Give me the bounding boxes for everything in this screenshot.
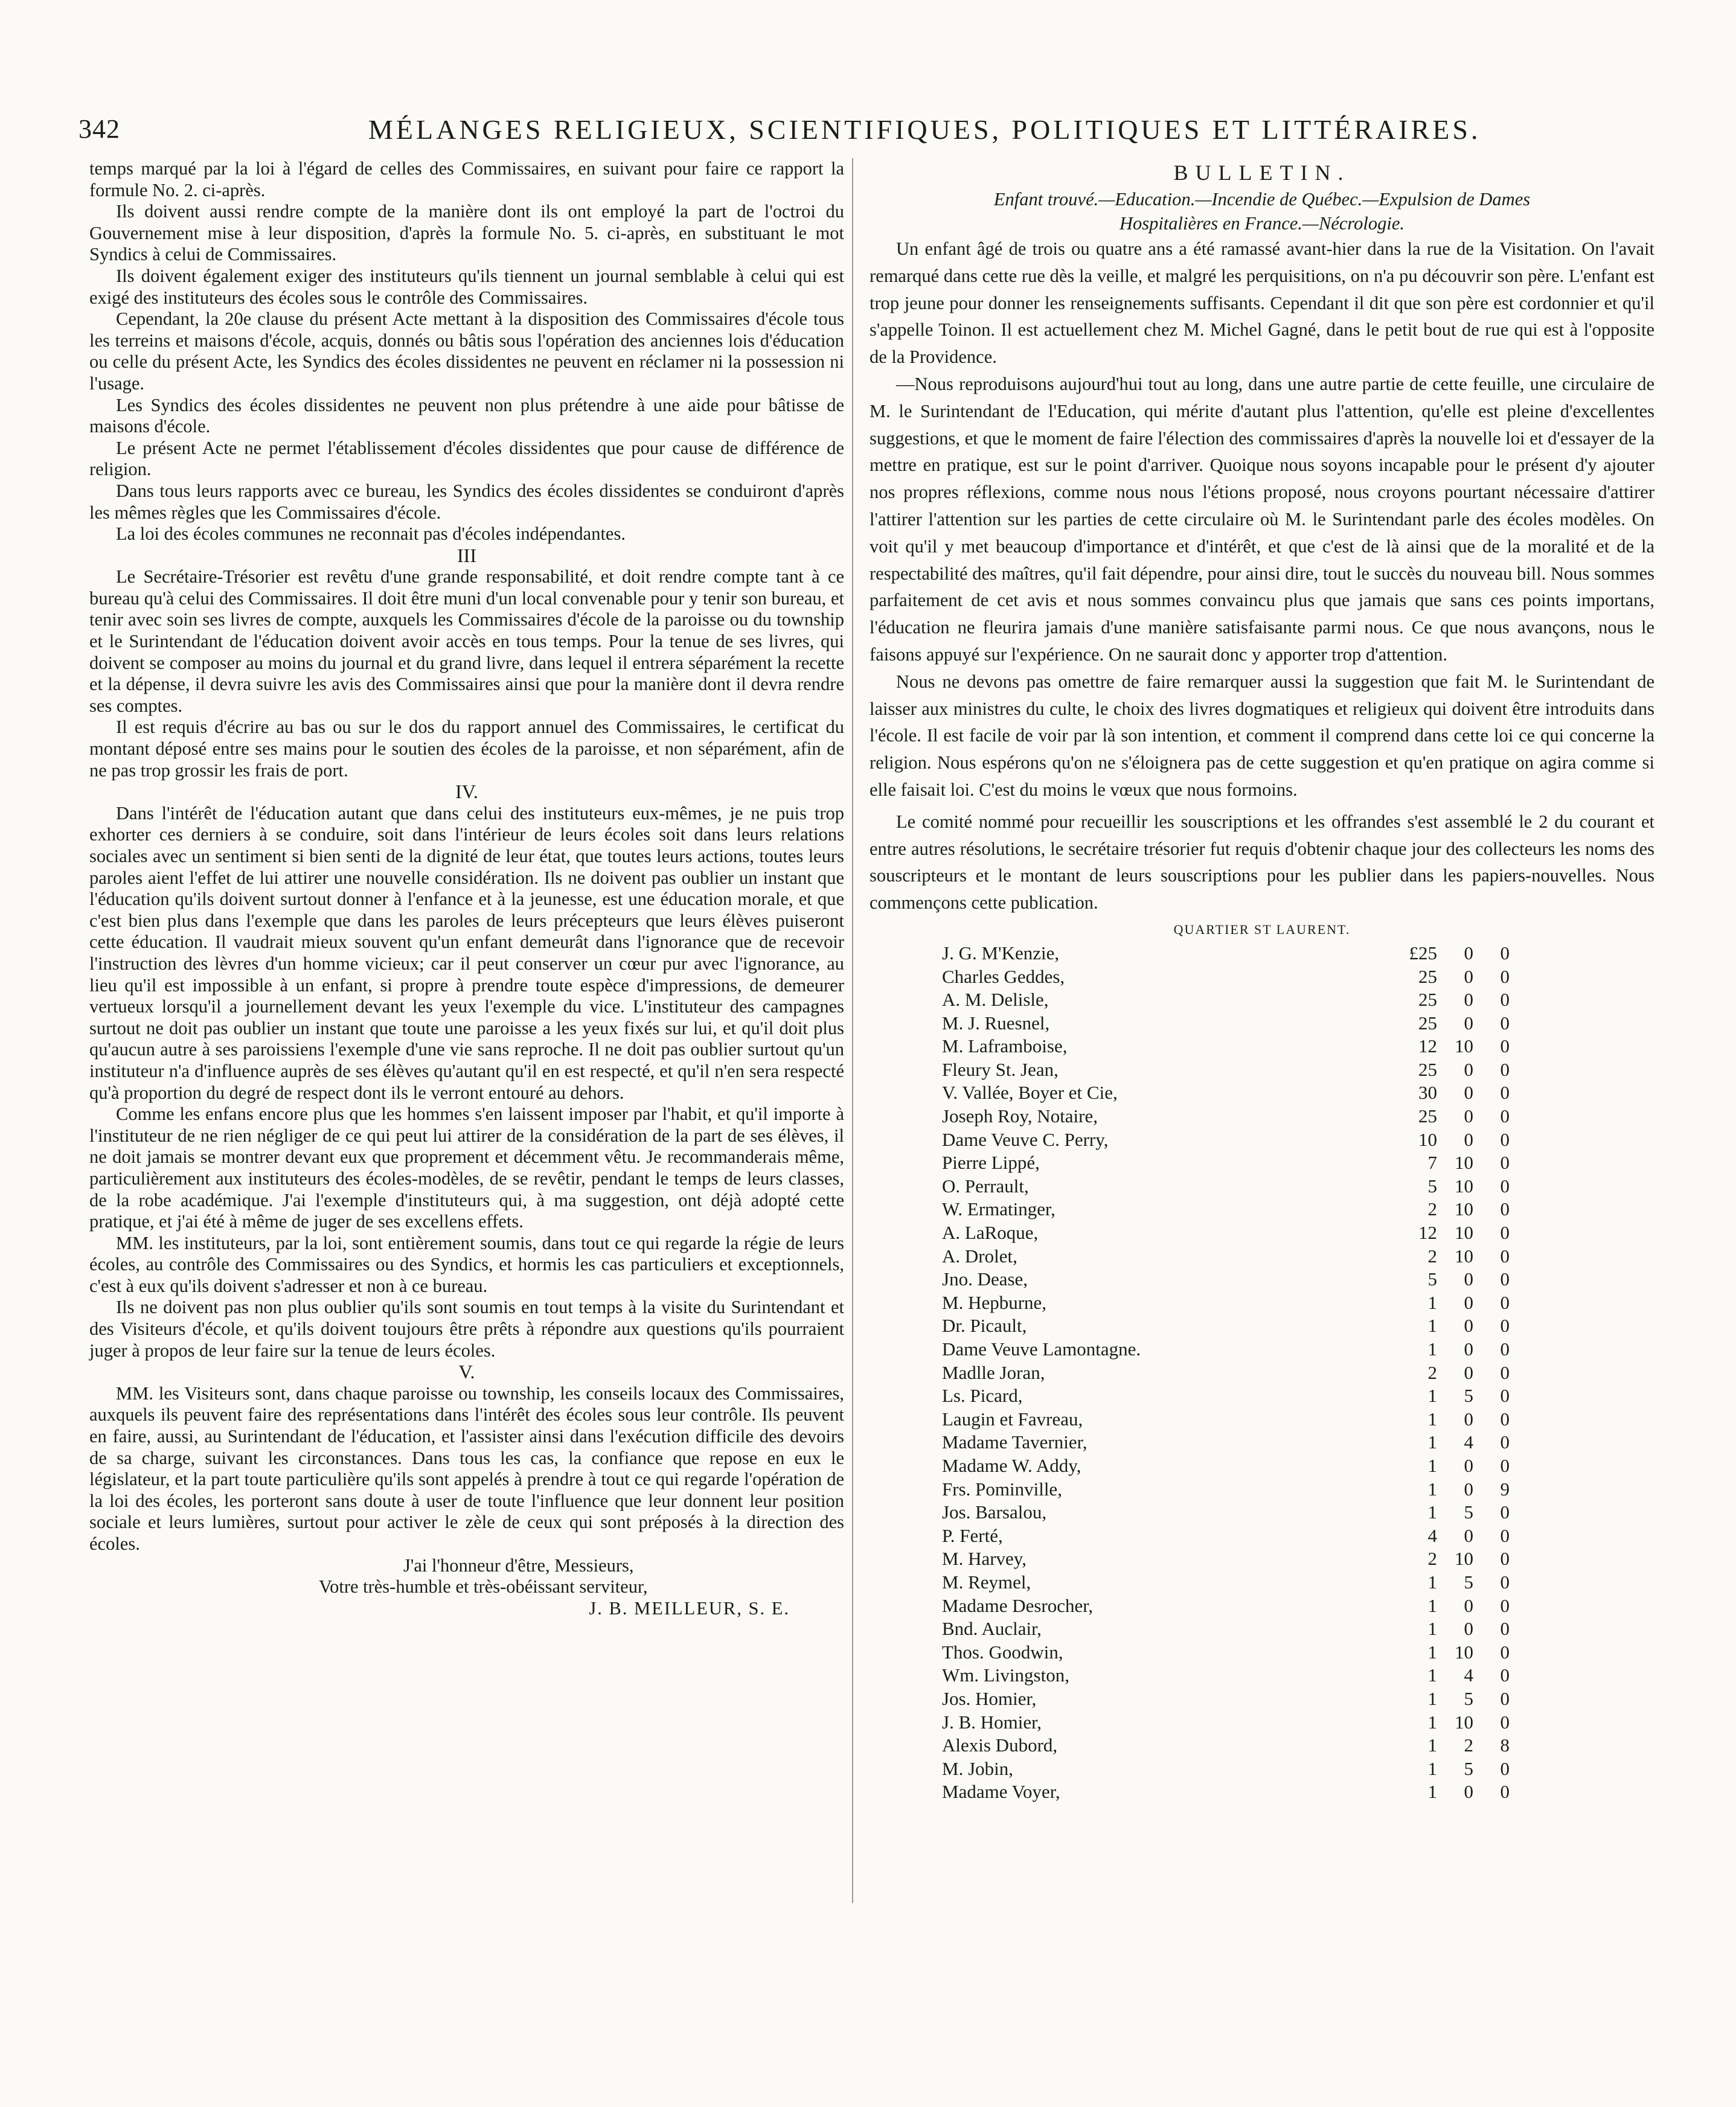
subscriber-name: Wm. Livingston, — [942, 1664, 1069, 1686]
subscriber-name: A. Drolet, — [942, 1245, 1017, 1267]
amount-shillings: 0 — [1464, 1781, 1473, 1803]
amount-shillings: 0 — [1464, 1338, 1473, 1360]
subscriber-name: P. Ferté, — [942, 1524, 1003, 1546]
subscriber-row — [870, 1734, 1654, 1757]
amount-pence: 0 — [1500, 1012, 1510, 1034]
paragraph: MM. les Visiteurs sont, dans chaque paroisse ou township, les conseils locaux des Commissaires, auxquels ils peuvent faire des représentations dans l'intérêt des écoles sous leur contrôle. Ils peuvent en faire, aussi, au Surintendant de l'éducation, et l'assister ainsi dans l'exécution difficile des devoirs de sa charge, suivant les circonstances. Dans tous les cas, la confiance que repose en eux le législateur, et la part toute particulière qu'ils sont appelés à prendre à tout ce qui regarde l'opération de la loi des écoles, les porteront sans doute à user de toute l'influence que leur donnent leur position sociale et leurs lumières, surtout pour activer le zèle de ceux qui sont préposés à la direction des écoles. — [89, 1383, 844, 1554]
subscriber-row — [870, 988, 1654, 1012]
amount-pence: 0 — [1500, 1222, 1510, 1244]
amount-pounds: 7 — [1427, 1152, 1437, 1174]
column-divider — [852, 158, 853, 1903]
amount-pounds: 1 — [1427, 1291, 1437, 1313]
subscriber-name: Madame Desrocher, — [942, 1594, 1094, 1616]
amount-shillings: 0 — [1464, 1105, 1473, 1127]
subscriber-row — [870, 1245, 1654, 1268]
list-heading: QUARTIER ST LAURENT. — [1173, 921, 1351, 937]
amount-shillings: 2 — [1464, 1735, 1473, 1756]
section-number: III — [457, 544, 476, 566]
subscriber-name: Madame W. Addy, — [942, 1454, 1081, 1476]
paragraph: Nous ne devons pas omettre de faire remarquer aussi la suggestion que fait M. le Surintendant de laisser aux ministres du culte, le choix des livres dogmatiques et religieux qui doivent être introduits dans l'école. Il est facile de voir par là son intention, et comment il comprend dans cette loi ce qui concerne la religion. Nous espérons qu'on ne s'éloignera pas de cette suggestion et qu'en pratique on agira comme si elle faisait loi. C'est du moins le vœux que nous formoins. — [870, 671, 1654, 800]
amount-pounds: 1 — [1427, 1594, 1437, 1616]
amount-pounds: £25 — [1409, 942, 1437, 964]
amount-pounds: 25 — [1418, 989, 1437, 1011]
subscriber-name: Thos. Goodwin, — [942, 1641, 1063, 1663]
amount-pounds: 1 — [1427, 1501, 1437, 1523]
subscriber-row — [870, 1384, 1654, 1408]
amount-pence: 0 — [1500, 965, 1510, 987]
amount-pence: 0 — [1500, 1571, 1510, 1593]
amount-shillings: 5 — [1464, 1757, 1473, 1779]
amount-pounds: 25 — [1418, 965, 1437, 987]
amount-shillings: 10 — [1455, 1198, 1473, 1220]
subscriber-name: M. Laframboise, — [942, 1035, 1068, 1057]
paragraph: Ils doivent aussi rendre compte de la manière dont ils ont employé la part de l'octroi du Gouvernement mise à leur disposition, d'après la formule No. 5. ci-après, en substituant le mot Syndics à celui de Commissaires. — [89, 201, 844, 265]
subscriber-name: O. Perrault, — [942, 1175, 1029, 1197]
amount-shillings: 0 — [1464, 1128, 1473, 1150]
subscriber-row — [870, 1524, 1654, 1548]
amount-pounds: 2 — [1427, 1548, 1437, 1570]
amount-shillings: 0 — [1464, 1058, 1473, 1080]
amount-shillings: 10 — [1455, 1152, 1473, 1174]
amount-pence: 0 — [1500, 1105, 1510, 1127]
amount-shillings: 5 — [1464, 1501, 1473, 1523]
amount-pounds: 1 — [1427, 1641, 1437, 1663]
subscriber-row — [870, 1151, 1654, 1175]
amount-pence: 0 — [1500, 1781, 1510, 1803]
amount-pounds: 1 — [1427, 1454, 1437, 1476]
amount-pence: 0 — [1500, 1757, 1510, 1779]
subscriber-name: J. G. M'Kenzie, — [942, 942, 1060, 964]
amount-pence: 0 — [1500, 1641, 1510, 1663]
amount-shillings: 10 — [1455, 1245, 1473, 1267]
subscriber-row — [870, 1105, 1654, 1128]
paragraph: temps marqué par la loi à l'égard de celles des Commissaires, en suivant pour faire ce rapport la formule No. 2. ci-après. — [89, 158, 844, 200]
subscriber-name: Jno. Dease, — [942, 1268, 1028, 1290]
amount-pence: 0 — [1500, 1618, 1510, 1640]
bulletin-title: BULLETIN. — [1173, 161, 1351, 185]
bulletin-subtitle: Hospitalières en France.—Nécrologie. — [1119, 213, 1405, 234]
subscriber-name: M. Reymel, — [942, 1571, 1031, 1593]
amount-pence: 0 — [1500, 1291, 1510, 1313]
amount-pence: 0 — [1500, 1664, 1510, 1686]
amount-pounds: 1 — [1427, 1618, 1437, 1640]
section-number: IV. — [455, 781, 478, 803]
subscriber-row — [870, 1408, 1654, 1431]
amount-shillings: 0 — [1464, 1291, 1473, 1313]
subscriber-name: Ls. Picard, — [942, 1385, 1023, 1407]
amount-pounds: 30 — [1418, 1082, 1437, 1104]
amount-pence: 0 — [1500, 1594, 1510, 1616]
amount-pounds: 1 — [1427, 1664, 1437, 1686]
subscriber-name: Alexis Dubord, — [942, 1735, 1058, 1756]
amount-pounds: 1 — [1427, 1781, 1437, 1803]
subscriber-row — [870, 1454, 1654, 1478]
subscriber-row — [870, 1594, 1654, 1618]
paragraph: La loi des écoles communes ne reconnait pas d'écoles indépendantes. — [116, 523, 626, 545]
amount-pounds: 4 — [1427, 1524, 1437, 1546]
subscriber-name: J. B. Homier, — [942, 1711, 1042, 1733]
amount-pounds: 2 — [1427, 1198, 1437, 1220]
amount-pence: 0 — [1500, 1548, 1510, 1570]
subscriber-row — [870, 1081, 1654, 1105]
section-number: V. — [458, 1361, 475, 1383]
paragraph: Les Syndics des écoles dissidentes ne peuvent non plus prétendre à une aide pour bâtisse de maisons d'école. — [89, 394, 844, 437]
amount-pounds: 10 — [1418, 1128, 1437, 1150]
subscriber-name: Fleury St. Jean, — [942, 1058, 1059, 1080]
subscriber-row — [870, 1641, 1654, 1664]
amount-shillings: 0 — [1464, 989, 1473, 1011]
paragraph: Ils doivent également exiger des instituteurs qu'ils tiennent un journal semblable à celui qui est exigé des instituteurs des écoles sous le contrôle des Commissaires. — [89, 265, 844, 308]
page-number: 342 — [78, 114, 120, 144]
amount-shillings: 0 — [1464, 965, 1473, 987]
amount-shillings: 0 — [1464, 1082, 1473, 1104]
amount-pounds: 25 — [1418, 1105, 1437, 1127]
amount-pounds: 12 — [1418, 1035, 1437, 1057]
amount-shillings: 0 — [1464, 1408, 1473, 1430]
amount-shillings: 0 — [1464, 1618, 1473, 1640]
subscriber-name: Jos. Homier, — [942, 1687, 1037, 1709]
subscriber-row — [870, 1478, 1654, 1501]
subscriber-name: Pierre Lippé, — [942, 1152, 1040, 1174]
subscriber-name: Dame Veuve C. Perry, — [942, 1128, 1109, 1150]
subscriber-row — [870, 942, 1654, 965]
amount-pounds: 1 — [1427, 1735, 1437, 1756]
subscriber-row — [870, 1291, 1654, 1315]
subscriber-name: Laugin et Favreau, — [942, 1408, 1083, 1430]
amount-shillings: 0 — [1464, 1361, 1473, 1383]
paragraph: Un enfant âgé de trois ou quatre ans a été ramassé avant-hier dans la rue de la Visitation. On l'avait remarqué dans cette rue dès la veille, et malgré les perquisitions, on n'a pu découvrir son père. L'enfant est trop jeune pour donner les renseignements suffisants. Cependant il dit que son père est cordonnier et qu'il s'appelle Toinon. Il est actuellement chez M. Michel Gagné, dans le petit bout de rue qui est à l'opposite de la Providence. — [870, 238, 1654, 368]
amount-pence: 0 — [1500, 1175, 1510, 1197]
subscriber-row — [870, 1664, 1654, 1687]
subscriber-row — [870, 1268, 1654, 1291]
amount-pence: 0 — [1500, 1408, 1510, 1430]
amount-pounds: 12 — [1418, 1222, 1437, 1244]
paragraph: Dans tous leurs rapports avec ce bureau, les Syndics des écoles dissidentes se conduiront d'après les mêmes règles que les Commissaires d'école. — [89, 480, 844, 523]
amount-shillings: 4 — [1464, 1664, 1473, 1686]
amount-pence: 0 — [1500, 1338, 1510, 1360]
subscriber-name: Charles Geddes, — [942, 965, 1065, 987]
amount-pence: 0 — [1500, 1315, 1510, 1337]
subscriber-row — [870, 1361, 1654, 1385]
amount-pence: 0 — [1500, 1361, 1510, 1383]
subscriber-row — [870, 1338, 1654, 1361]
subscriber-row — [870, 1198, 1654, 1221]
paragraph: MM. les instituteurs, par la loi, sont entièrement soumis, dans tout ce qui regarde la régie de leurs écoles, au contrôle des Commissaires ou des Syndics, et hormis les cas particuliers et exceptionnels, c'est à eux qu'ils doivent s'adresser et non à ce bureau. — [89, 1232, 844, 1296]
amount-shillings: 10 — [1455, 1222, 1473, 1244]
amount-shillings: 10 — [1455, 1175, 1473, 1197]
subscriber-row — [870, 1058, 1654, 1082]
subscriber-row — [870, 965, 1654, 989]
subscriber-name: Jos. Barsalou, — [942, 1501, 1047, 1523]
paragraph: Cependant, la 20e clause du présent Acte mettant à la disposition des Commissaires d'école tous les terreins et maisons d'école, acquis, donnés ou bâtis sous l'opération des anciennes lois d'éducation ou celle du présent Acte, les Syndics des écoles dissidentes ne peuvent en réclamer ni la possession ni l'usage. — [89, 309, 844, 394]
subscriber-name: Dr. Picault, — [942, 1315, 1027, 1337]
subscriber-name: Madlle Joran, — [942, 1361, 1045, 1383]
subscriber-row — [870, 1757, 1654, 1781]
subscriber-row — [870, 1547, 1654, 1571]
subscriber-name: Frs. Pominville, — [942, 1478, 1062, 1500]
amount-shillings: 5 — [1464, 1385, 1473, 1407]
subscriber-name: Madame Tavernier, — [942, 1431, 1087, 1453]
signature: J. B. MEILLEUR, S. E. — [589, 1597, 790, 1619]
paragraph: —Nous reproduisons aujourd'hui tout au long, dans une autre partie de cette feuille, une circulaire de M. le Surintendant de l'Education, qui mérite d'autant plus l'attention, qu'elle est pleine d'excellentes suggestions, et que le moment de faire l'élection des commissaires d'après la nouvelle loi et d'essayer de la mettre en pratique, est sur le point d'arriver. Quoique nous soyons incapable pour le présent d'y ajouter nos propres réflexions, comme nous nous l'étions proposé, nous croyons pourtant nécessaire d'attirer l'attirer l'attention sur les parties de cette circulaire où M. le Surintendant parle des écoles modèles. On voit qu'il y met beaucoup d'importance et d'intérêt, et que c'est de là ainsi que de la moralité et de la respectabilité des maîtres, qu'il fait dépendre, pour ainsi dire, tout le succès du nouveau bill. Nous sommes parfaitement de cet avis et nous sommes convaincu plus que jamais que sans ces points importans, l'éducation ne fleurira jamais d'une manière satisfaisante parmi nous. Ce que nous avançons, nous le faisons appuyé sur l'expérience. On ne saurait donc y apporter trop d'attention. — [870, 373, 1654, 665]
subscriber-row — [870, 1314, 1654, 1338]
subscriber-row — [870, 1501, 1654, 1524]
running-title: MÉLANGES RELIGIEUX, SCIENTIFIQUES, POLITIQUES ET LITTÉRAIRES. — [368, 114, 1481, 145]
subscriber-row — [870, 1012, 1654, 1035]
amount-pounds: 1 — [1427, 1571, 1437, 1593]
subscriber-row — [870, 1617, 1654, 1641]
amount-pence: 9 — [1500, 1478, 1510, 1500]
amount-pence: 0 — [1500, 1198, 1510, 1220]
paragraph: Comme les enfans encore plus que les hommes s'en laissent imposer par l'habit, et qu'il importe à l'instituteur de ne rien négliger de ce qui peut lui attirer de la considération de la part de ses élèves, il ne doit jamais se montrer devant eux que proprement et décemment vêtu. Je recommanderais même, particulièrement aux instituteurs des écoles-modèles, de se revêtir, pendant le temps de leurs classes, de la robe académique. J'ai l'exemple d'instituteurs qui, à ma suggestion, ont déjà adopté cette pratique, et j'ai été à même de juger de ses excellens effets. — [89, 1104, 844, 1232]
amount-pounds: 2 — [1427, 1245, 1437, 1267]
amount-pence: 0 — [1500, 1035, 1510, 1057]
subscriber-name: Joseph Roy, Notaire, — [942, 1105, 1098, 1127]
amount-pence: 0 — [1500, 1524, 1510, 1546]
subscriber-row — [870, 1128, 1654, 1152]
amount-pounds: 1 — [1427, 1711, 1437, 1733]
subscriber-list — [870, 942, 1654, 1804]
amount-pounds: 2 — [1427, 1361, 1437, 1383]
subscriber-name: Bnd. Auclair, — [942, 1618, 1042, 1640]
subscriber-name: M. Harvey, — [942, 1548, 1027, 1570]
amount-pence: 0 — [1500, 989, 1510, 1011]
subscriber-row — [870, 1035, 1654, 1058]
amount-pence: 0 — [1500, 1385, 1510, 1407]
amount-shillings: 0 — [1464, 1012, 1473, 1034]
amount-shillings: 0 — [1464, 1524, 1473, 1546]
subscriber-name: A. M. Delisle, — [942, 989, 1049, 1011]
amount-shillings: 0 — [1464, 1594, 1473, 1616]
amount-pounds: 1 — [1427, 1478, 1437, 1500]
paragraph: Le Secrétaire-Trésorier est revêtu d'une grande responsabilité, et doit rendre compte tant à ce bureau qu'à celui des Commissaires. Il doit être muni d'un local convenable pour y tenir son bureau, et tenir avec soin ses livres de compte, auxquels les Commissaires d'école de la paroisse ou du township et le Surintendant de l'éducation doivent avoir accès en tous temps. Pour la tenue de ses livres, qui doivent se composer au moins du journal et du grand livre, dans lequel il entrera séparément la recette et la dépense, il devra suivre les avis des Commissaires ainsi que pour la manière dont il devra rendre ses comptes. — [89, 566, 844, 716]
amount-shillings: 10 — [1455, 1711, 1473, 1733]
amount-pounds: 1 — [1427, 1687, 1437, 1709]
paragraph: Il est requis d'écrire au bas ou sur le dos du rapport annuel des Commissaires, le certificat du montant déposé entre ses mains pour le soutien des écoles de la paroisse, et non séparément, afin de ne pas trop grossir les frais de port. — [89, 717, 844, 781]
amount-shillings: 10 — [1455, 1641, 1473, 1663]
subscriber-name: A. LaRoque, — [942, 1222, 1039, 1244]
amount-pounds: 5 — [1427, 1175, 1437, 1197]
amount-pounds: 1 — [1427, 1431, 1437, 1453]
paragraph: Le présent Acte ne permet l'établissement d'écoles dissidentes que pour cause de différence de religion. — [89, 437, 844, 480]
amount-shillings: 0 — [1464, 1454, 1473, 1476]
amount-shillings: 0 — [1464, 1478, 1473, 1500]
closing-line: Votre très-humble et très-obéissant serviteur, — [319, 1576, 648, 1597]
amount-shillings: 10 — [1455, 1548, 1473, 1570]
subscriber-name: V. Vallée, Boyer et Cie, — [942, 1082, 1118, 1104]
subscriber-name: W. Ermatinger, — [942, 1198, 1055, 1220]
left-column — [89, 158, 844, 1619]
amount-pence: 0 — [1500, 1152, 1510, 1174]
amount-pounds: 25 — [1418, 1058, 1437, 1080]
paragraph: Ils ne doivent pas non plus oublier qu'ils sont soumis en tout temps à la visite du Surintendant et des Visiteurs d'école, et qu'ils doivent toujours être prêts à répondre aux questions qu'ils pourraient juger à propos de leur faire sur la tenue de leurs écoles. — [89, 1297, 844, 1361]
amount-shillings: 0 — [1464, 1268, 1473, 1290]
subscriber-row — [870, 1711, 1654, 1735]
closing-line: J'ai l'honneur d'être, Messieurs, — [403, 1555, 634, 1576]
subscriber-row — [870, 1571, 1654, 1594]
bulletin-subtitle: Enfant trouvé.—Education.—Incendie de Québec.—Expulsion de Dames — [993, 189, 1531, 209]
amount-pence: 0 — [1500, 1082, 1510, 1104]
amount-pounds: 1 — [1427, 1757, 1437, 1779]
amount-shillings: 10 — [1455, 1035, 1473, 1057]
amount-shillings: 0 — [1464, 942, 1473, 964]
page-header — [78, 107, 1661, 162]
amount-pounds: 1 — [1427, 1385, 1437, 1407]
amount-pounds: 5 — [1427, 1268, 1437, 1290]
right-column — [870, 158, 1654, 1804]
amount-shillings: 5 — [1464, 1687, 1473, 1709]
amount-pounds: 1 — [1427, 1338, 1437, 1360]
subscriber-row — [870, 1687, 1654, 1711]
paragraph: Le comité nommé pour recueillir les souscriptions et les offrandes s'est assemblé le 2 du courant et entre autres résolutions, le secrétaire trésorier fut requis d'obtenir chaque jour des collecteurs les noms des souscripteurs et le montant de leurs souscriptions pour les publier dans les papiers-nouvelles. Nous commençons cette publication. — [870, 811, 1654, 913]
amount-pence: 0 — [1500, 1431, 1510, 1453]
amount-pounds: 1 — [1427, 1408, 1437, 1430]
subscriber-row — [870, 1780, 1654, 1804]
subscriber-row — [870, 1221, 1654, 1245]
amount-pence: 0 — [1500, 1687, 1510, 1709]
subscriber-row — [870, 1175, 1654, 1198]
amount-pence: 8 — [1500, 1735, 1510, 1756]
amount-pence: 0 — [1500, 1454, 1510, 1476]
amount-pence: 0 — [1500, 1711, 1510, 1733]
amount-pence: 0 — [1500, 942, 1510, 964]
subscriber-name: Madame Voyer, — [942, 1781, 1060, 1803]
amount-pence: 0 — [1500, 1058, 1510, 1080]
amount-shillings: 0 — [1464, 1315, 1473, 1337]
amount-shillings: 4 — [1464, 1431, 1473, 1453]
amount-pence: 0 — [1500, 1501, 1510, 1523]
paragraph: Dans l'intérêt de l'éducation autant que dans celui des instituteurs eux-mêmes, je ne puis trop exhorter ces derniers à se conduire, soit dans l'intérieur de leurs écoles soit dans leurs relations sociales avec un sentiment si bien senti de la dignité de leur état, que toutes leurs actions, toutes leurs paroles aient l'effet de lui attirer une nouvelle considération. Ils ne doivent pas oublier un instant que l'éducation qu'ils doivent surtout donner à l'enfance et à la jeunesse, est une éducation morale, et que c'est bien plus dans l'exemple que dans les paroles de leurs précepteurs que leurs élèves puiseront cette éducation. Il vaudrait mieux souvent qu'un enfant demeurât dans l'ignorance que de recevoir l'instruction des lèvres d'un homme vicieux; car il peut conserver un cœur pur avec l'ignorance, au lieu qu'il est impossible à un enfant, si propre à prendre toute espèce d'impressions, de demeurer vertueux lorsqu'il a journellement devant les yeux l'exemple du vice. L'instituteur des campagnes surtout ne doit pas oublier un instant que toute une paroisse a les yeux fixés sur lui, et qu'il doit plus qu'aucun autre à ses paroissiens l'exemple d'une vie sans reproche. Il ne doit pas oublier surtout qu'un instituteur n'a d'influence auprès de ses élèves qu'autant qu'il en est respecté, et qu'il n'en sera respecté qu'à proportion du degré de respect dont ils le verront entouré au dehors. — [89, 802, 844, 1103]
subscriber-name: Dame Veuve Lamontagne. — [942, 1338, 1141, 1360]
amount-pence: 0 — [1500, 1268, 1510, 1290]
amount-pence: 0 — [1500, 1245, 1510, 1267]
amount-pounds: 25 — [1418, 1012, 1437, 1034]
subscriber-row — [870, 1431, 1654, 1454]
subscriber-name: M. Hepburne, — [942, 1291, 1047, 1313]
subscriber-name: M. J. Ruesnel, — [942, 1012, 1050, 1034]
amount-shillings: 5 — [1464, 1571, 1473, 1593]
subscriber-name: M. Jobin, — [942, 1757, 1013, 1779]
amount-pounds: 1 — [1427, 1315, 1437, 1337]
amount-pence: 0 — [1500, 1128, 1510, 1150]
